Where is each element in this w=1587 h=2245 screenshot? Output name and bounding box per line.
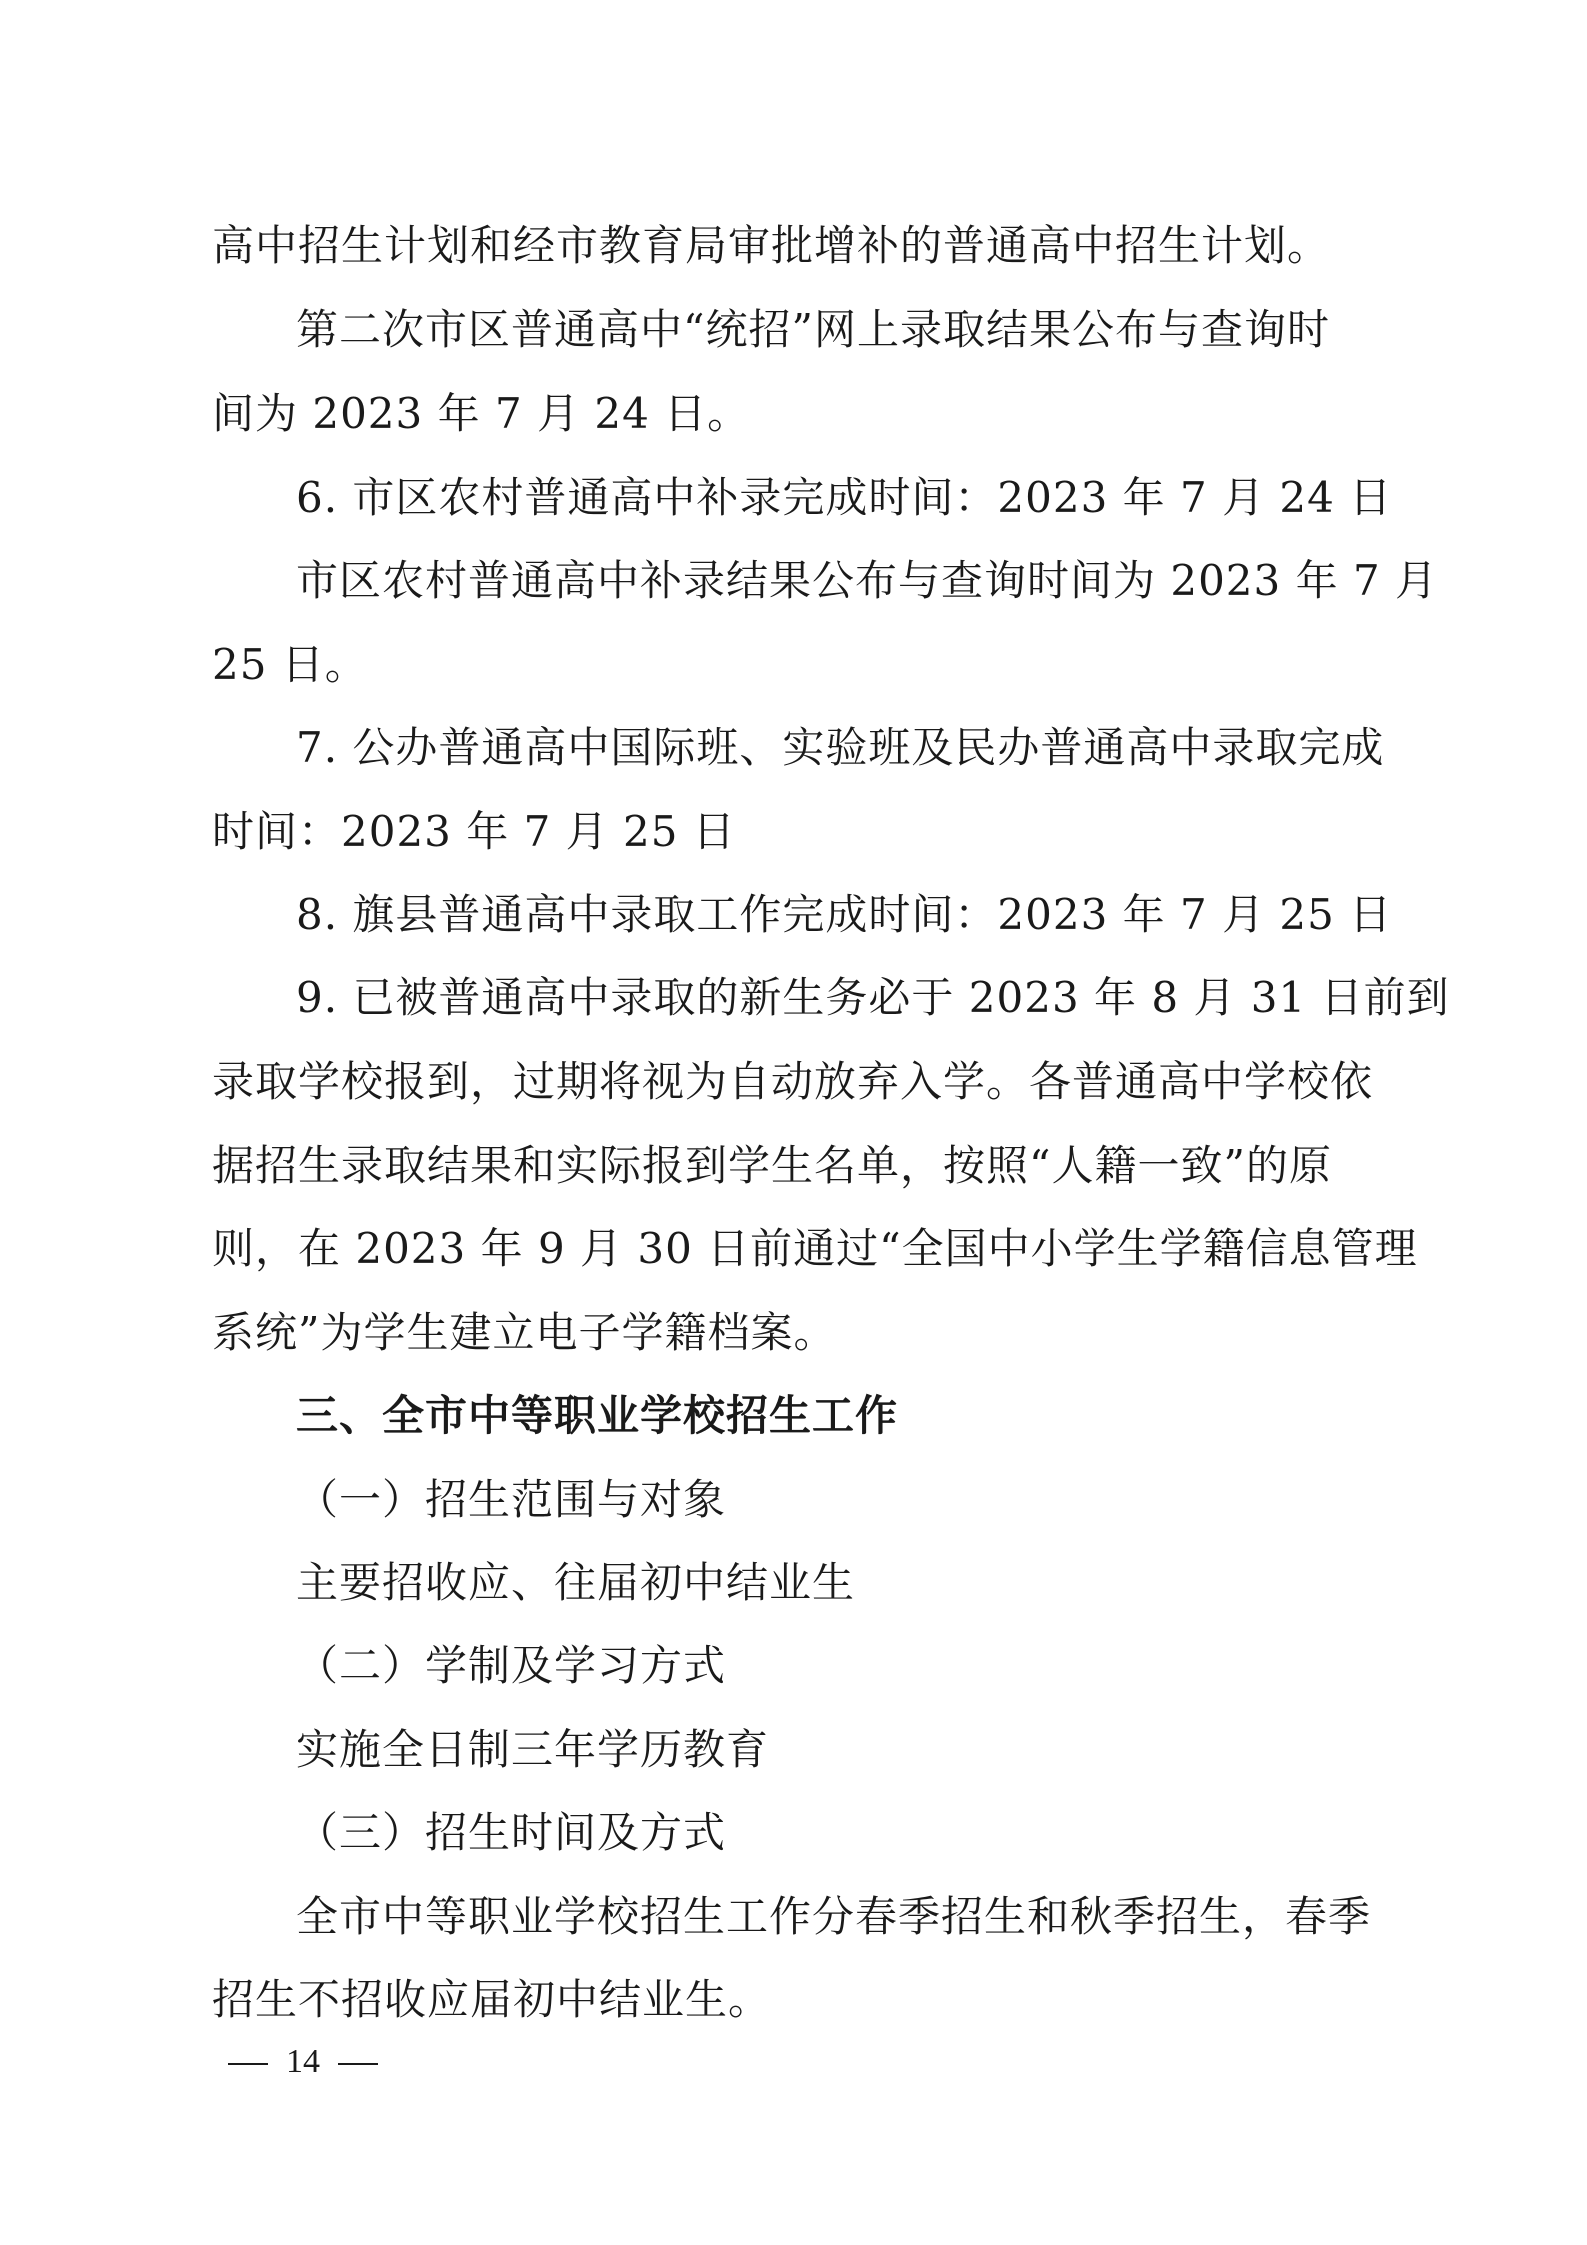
body-line: 8. 旗县普通高中录取工作完成时间：2023 年 7 月 25 日 bbox=[296, 890, 1393, 939]
body-line: 录取学校报到，过期将视为自动放弃入学。各普通高中学校依 bbox=[212, 1057, 1374, 1106]
body-line: 系统”为学生建立电子学籍档案。 bbox=[212, 1308, 837, 1357]
body-line: 主要招收应、往届初中结业生 bbox=[296, 1558, 856, 1607]
body-line: 9. 已被普通高中录取的新生务必于 2023 年 8 月 31 日前到 bbox=[296, 973, 1450, 1022]
body-line: 6. 市区农村普通高中补录完成时间：2023 年 7 月 24 日 bbox=[296, 473, 1393, 522]
body-line: 市区农村普通高中补录结果公布与查询时间为 2023 年 7 月 bbox=[296, 556, 1439, 605]
body-line: 时间：2023 年 7 月 25 日 bbox=[212, 807, 736, 856]
subsection-heading: （三）招生时间及方式 bbox=[296, 1808, 727, 1857]
footer-dash-left bbox=[228, 2063, 268, 2065]
page-footer bbox=[210, 2040, 396, 2084]
body-line: 第二次市区普通高中“统招”网上录取结果公布与查询时 bbox=[296, 305, 1330, 354]
body-line: 25 日。 bbox=[212, 640, 368, 689]
subsection-heading: （一）招生范围与对象 bbox=[296, 1475, 727, 1524]
body-line: 实施全日制三年学历教育 bbox=[296, 1725, 770, 1774]
body-line: 据招生录取结果和实际报到学生名单，按照“人籍一致”的原 bbox=[212, 1141, 1332, 1190]
body-line: 间为 2023 年 7 月 24 日。 bbox=[212, 389, 751, 438]
footer-dash-right bbox=[338, 2063, 378, 2065]
body-line: 高中招生计划和经市教育局审批增补的普通高中招生计划。 bbox=[212, 221, 1331, 270]
page-number: 14 bbox=[286, 2043, 320, 2080]
body-line: 则，在 2023 年 9 月 30 日前通过“全国中小学生学籍信息管理 bbox=[212, 1224, 1418, 1273]
body-line: 招生不招收应届初中结业生。 bbox=[212, 1975, 772, 2024]
body-line: 7. 公办普通高中国际班、实验班及民办普通高中录取完成 bbox=[296, 723, 1385, 772]
section-heading: 三、全市中等职业学校招生工作 bbox=[296, 1391, 899, 1440]
body-line: 全市中等职业学校招生工作分春季招生和秋季招生，春季 bbox=[296, 1892, 1372, 1941]
subsection-heading: （二）学制及学习方式 bbox=[296, 1641, 727, 1690]
